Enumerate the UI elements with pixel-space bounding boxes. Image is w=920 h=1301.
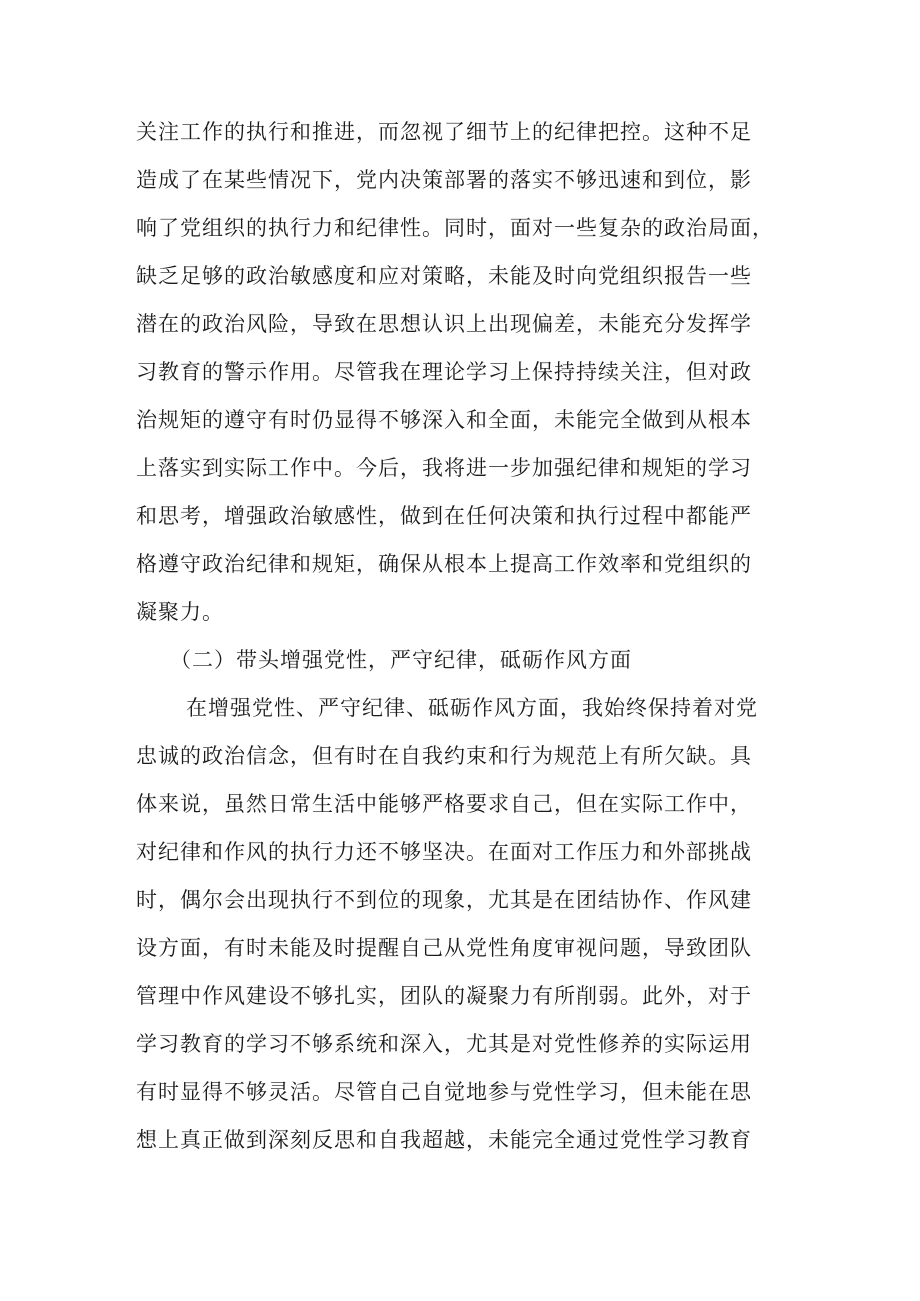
document-body [136, 108, 796, 1164]
paragraph-line: 体来说，虽然日常生活中能够严格要求自己，但在实际工作中， [136, 792, 752, 816]
paragraph-line: 格遵守政治纪律和规矩，确保从根本上提高工作效率和党组织的 [136, 552, 752, 576]
paragraph-line: 对纪律和作风的执行力还不够坚决。在面对工作压力和外部挑战 [136, 840, 752, 864]
paragraph-line: 治规矩的遵守有时仍显得不够深入和全面，未能完全做到从根本 [136, 408, 752, 432]
section-heading: （二）带头增强党性，严守纪律，砥砺作风方面 [170, 648, 632, 672]
paragraph-line: 凝聚力。 [136, 600, 224, 624]
paragraph-line: 管理中作风建设不够扎实，团队的凝聚力有所削弱。此外，对于 [136, 984, 752, 1008]
paragraph-line: 响了党组织的执行力和纪律性。同时，面对一些复杂的政治局面， [136, 216, 774, 240]
paragraph-line: 习教育的警示作用。尽管我在理论学习上保持持续关注，但对政 [136, 360, 752, 384]
paragraph-line: 想上真正做到深刻反思和自我超越，未能完全通过党性学习教育 [136, 1128, 752, 1152]
paragraph-line: 在增强党性、严守纪律、砥砺作风方面，我始终保持着对党 [186, 696, 758, 720]
paragraph-line: 有时显得不够灵活。尽管自己自觉地参与党性学习，但未能在思 [136, 1080, 752, 1104]
paragraph-line: 上落实到实际工作中。今后，我将进一步加强纪律和规矩的学习 [136, 456, 752, 480]
paragraph-line: 关注工作的执行和推进，而忽视了细节上的纪律把控。这种不足 [136, 120, 752, 144]
paragraph-line: 和思考，增强政治敏感性，做到在任何决策和执行过程中都能严 [136, 504, 752, 528]
paragraph-line: 造成了在某些情况下，党内决策部署的落实不够迅速和到位，影 [136, 168, 752, 192]
paragraph-line: 缺乏足够的政治敏感度和应对策略，未能及时向党组织报告一些 [136, 264, 752, 288]
paragraph-line: 设方面，有时未能及时提醒自己从党性角度审视问题，导致团队 [136, 936, 752, 960]
paragraph-line: 时，偶尔会出现执行不到位的现象，尤其是在团结协作、作风建 [136, 888, 752, 912]
paragraph-line: 学习教育的学习不够系统和深入，尤其是对党性修养的实际运用 [136, 1032, 752, 1056]
paragraph-line: 忠诚的政治信念，但有时在自我约束和行为规范上有所欠缺。具 [136, 744, 752, 768]
paragraph-line: 潜在的政治风险，导致在思想认识上出现偏差，未能充分发挥学 [136, 312, 752, 336]
